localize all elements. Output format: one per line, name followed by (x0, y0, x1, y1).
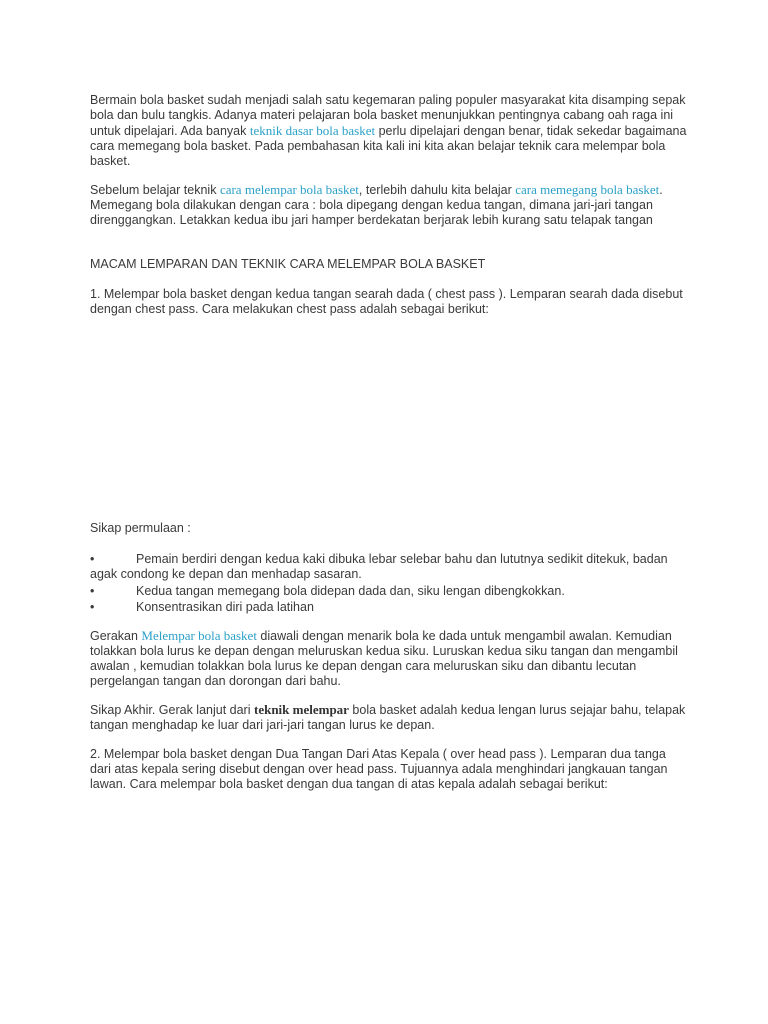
gerakan-paragraph (90, 628, 690, 689)
intro-text-a: Bermain bola basket sudah menjadi salah satu kegemaran paling populer masyarakat kita disamping sepak bola dan bulu tangkis. Adanya materi pelajaran bola basket menunjukkan pentingnya cabang oah raga ini untuk dipelajari. Ada banyak (90, 93, 686, 138)
link-melempar-bola-basket[interactable]: Melempar bola basket (141, 628, 257, 643)
grip-text-a: Sebelum belajar teknik (90, 183, 220, 197)
akhir-text-a: Sikap Akhir. Gerak lanjut dari (90, 703, 254, 717)
grip-text-b: , terlebih dahulu kita belajar (358, 183, 516, 197)
sikap-akhir-paragraph (90, 702, 690, 733)
list-item (90, 552, 690, 582)
list-item (90, 600, 690, 615)
bullet-symbol: • (90, 584, 95, 598)
teknik-melempar-bold: teknik melempar (253, 702, 349, 717)
overhead-pass-paragraph: 2. Melempar bola basket dengan Dua Tangan Dari Atas Kepala ( over head pass ). Lemparan dua tanga dari atas kepala sering disebut dengan over head pass. Tujuannya adala menghindari jangkauan tangan lawan. Cara melempar bola basket dengan dua tangan di atas kepala adalah sebagai berikut: (90, 747, 668, 791)
link-cara-memegang[interactable]: cara memegang bola basket (515, 182, 660, 197)
bullet-symbol: • (90, 600, 95, 614)
grip-text-c: . Memegang bola dilakukan dengan cara : bola dipegang dengan kedua tangan, dimana jari-jari tangan direnggangkan. Letakkan kedua ibu jari hamper berdekatan berjarak lebih kurang satu telapak tangan (90, 183, 663, 227)
grip-paragraph (90, 182, 690, 228)
bullet-text: Pemain berdiri dengan kedua kaki dibuka lebar selebar bahu dan lututnya sedikit ditekuk, badan agak condong ke depan dan menhadap sasaran. (90, 552, 668, 581)
bullet-text: Konsentrasikan diri pada latihan (136, 600, 314, 614)
gerakan-text-a: Gerakan (90, 629, 142, 643)
link-teknik-dasar[interactable]: teknik dasar bola basket (249, 123, 376, 138)
intro-paragraph (90, 93, 690, 169)
section-heading: MACAM LEMPARAN DAN TEKNIK CARA MELEMPAR BOLA BASKET (90, 257, 486, 271)
link-cara-melempar[interactable]: cara melempar bola basket (219, 182, 359, 197)
chest-pass-paragraph: 1. Melempar bola basket dengan kedua tangan searah dada ( chest pass ). Lemparan searah dada disebut dengan chest pass. Cara melakukan chest pass adalah sebagai berikut: (90, 287, 683, 316)
akhir-text-b: bola basket adalah kedua lengan lurus sejajar bahu, telapak tangan menghadap ke luar dari jari-jari tangan lurus ke depan. (90, 703, 686, 732)
list-item (90, 584, 690, 599)
bullet-symbol: • (90, 552, 95, 566)
sikap-permulaan-label: Sikap permulaan : (90, 521, 191, 535)
intro-text-b: perlu dipelajari dengan benar, tidak sekedar bagaimana cara memegang bola basket. Pada pembahasan kita kali ini kita akan belajar teknik cara melempar bola basket. (90, 124, 687, 168)
bullet-text: Kedua tangan memegang bola didepan dada dan, siku lengan dibengkokkan. (136, 584, 565, 598)
gerakan-text-b: diawali dengan menarik bola ke dada untuk mengambil awalan. Kemudian tolakkan bola lurus ke depan dengan meluruskan kedua siku. Luruskan kedua siku tangan dan mengambil awalan , kemudian tolakkan bola lurus ke depan dengan cara meluruskan siku dan dibantu lecutan pergelangan tangan dan dorongan dari bahu. (90, 629, 678, 688)
